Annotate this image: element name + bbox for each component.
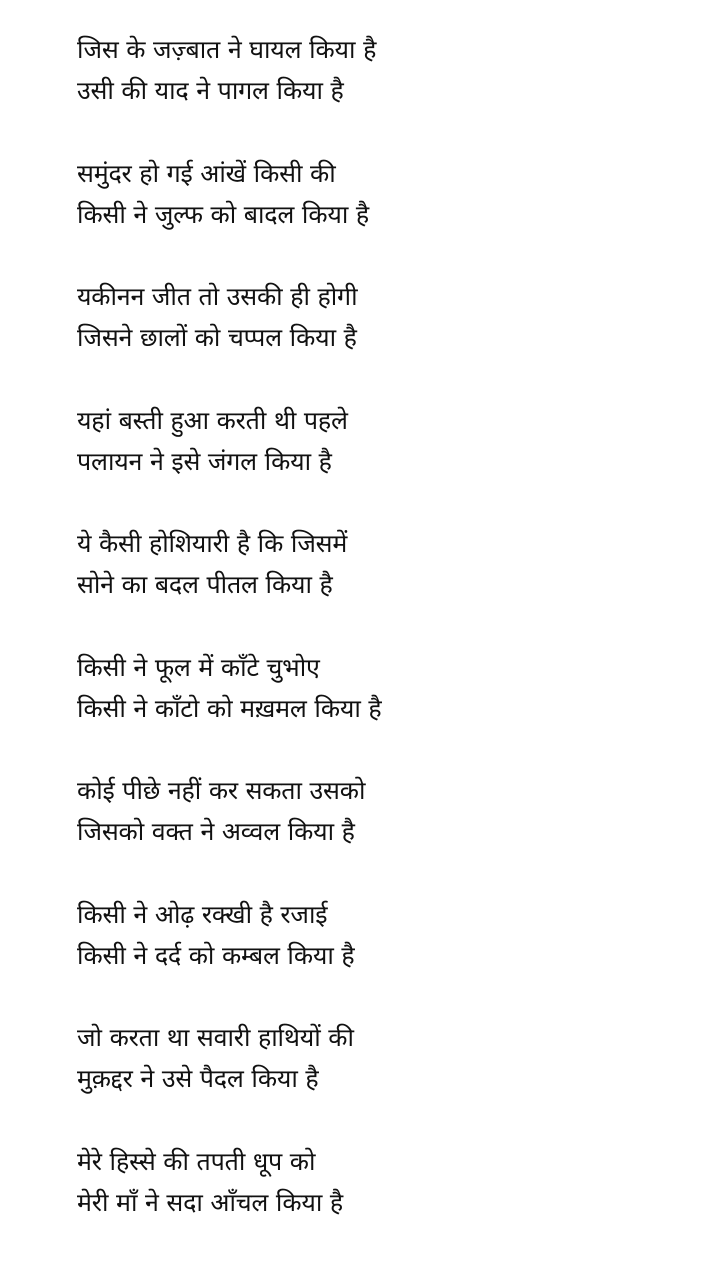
stanza-5 bbox=[77, 528, 697, 652]
poem-line: जिस के जज़्बात ने घायल किया है bbox=[77, 34, 376, 66]
poem-line: सोने का बदल पीतल किया है bbox=[77, 569, 333, 601]
poem-line: मेरे हिस्से की तपती धूप को bbox=[77, 1146, 315, 1178]
stanza-8 bbox=[77, 899, 697, 1023]
poem-line: समुंदर हो गई आंखें किसी की bbox=[77, 158, 336, 190]
poem-line: किसी ने काँटो को मख़मल किया है bbox=[77, 693, 381, 725]
poem bbox=[77, 34, 697, 1269]
poem-line: जो करता था सवारी हाथियों की bbox=[77, 1022, 354, 1054]
poem-line: मुक़द्दर ने उसे पैदल किया है bbox=[77, 1063, 318, 1095]
stanza-9 bbox=[77, 1022, 697, 1146]
poem-line: जिसने छालों को चप्पल किया है bbox=[77, 322, 357, 354]
poem-line: किसी ने ओढ़ रक्खी है रजाई bbox=[77, 899, 327, 931]
stanza-10 bbox=[77, 1146, 697, 1269]
poem-line: मेरी माँ ने सदा आँचल किया है bbox=[77, 1187, 343, 1219]
stanza-7 bbox=[77, 775, 697, 899]
poem-line: किसी ने जुल्फ को बादल किया है bbox=[77, 199, 369, 231]
poem-line: किसी ने दर्द को कम्बल किया है bbox=[77, 940, 355, 972]
poem-line: ये कैसी होशियारी है कि जिसमें bbox=[77, 528, 347, 560]
poem-line: पलायन ने इसे जंगल किया है bbox=[77, 446, 332, 478]
stanza-3 bbox=[77, 281, 697, 405]
stanza-2 bbox=[77, 158, 697, 282]
poem-line: किसी ने फूल में काँटे चुभोए bbox=[77, 652, 320, 684]
poem-line: जिसको वक्त ने अव्वल किया है bbox=[77, 816, 355, 848]
poem-line: कोई पीछे नहीं कर सकता उसको bbox=[77, 775, 365, 807]
stanza-6 bbox=[77, 652, 697, 776]
poem-line: उसी की याद ने पागल किया है bbox=[77, 75, 344, 107]
stanza-1 bbox=[77, 34, 697, 158]
stanza-4 bbox=[77, 405, 697, 529]
poem-line: यकीनन जीत तो उसकी ही होगी bbox=[77, 281, 357, 313]
poem-line: यहां बस्ती हुआ करती थी पहले bbox=[77, 405, 348, 437]
